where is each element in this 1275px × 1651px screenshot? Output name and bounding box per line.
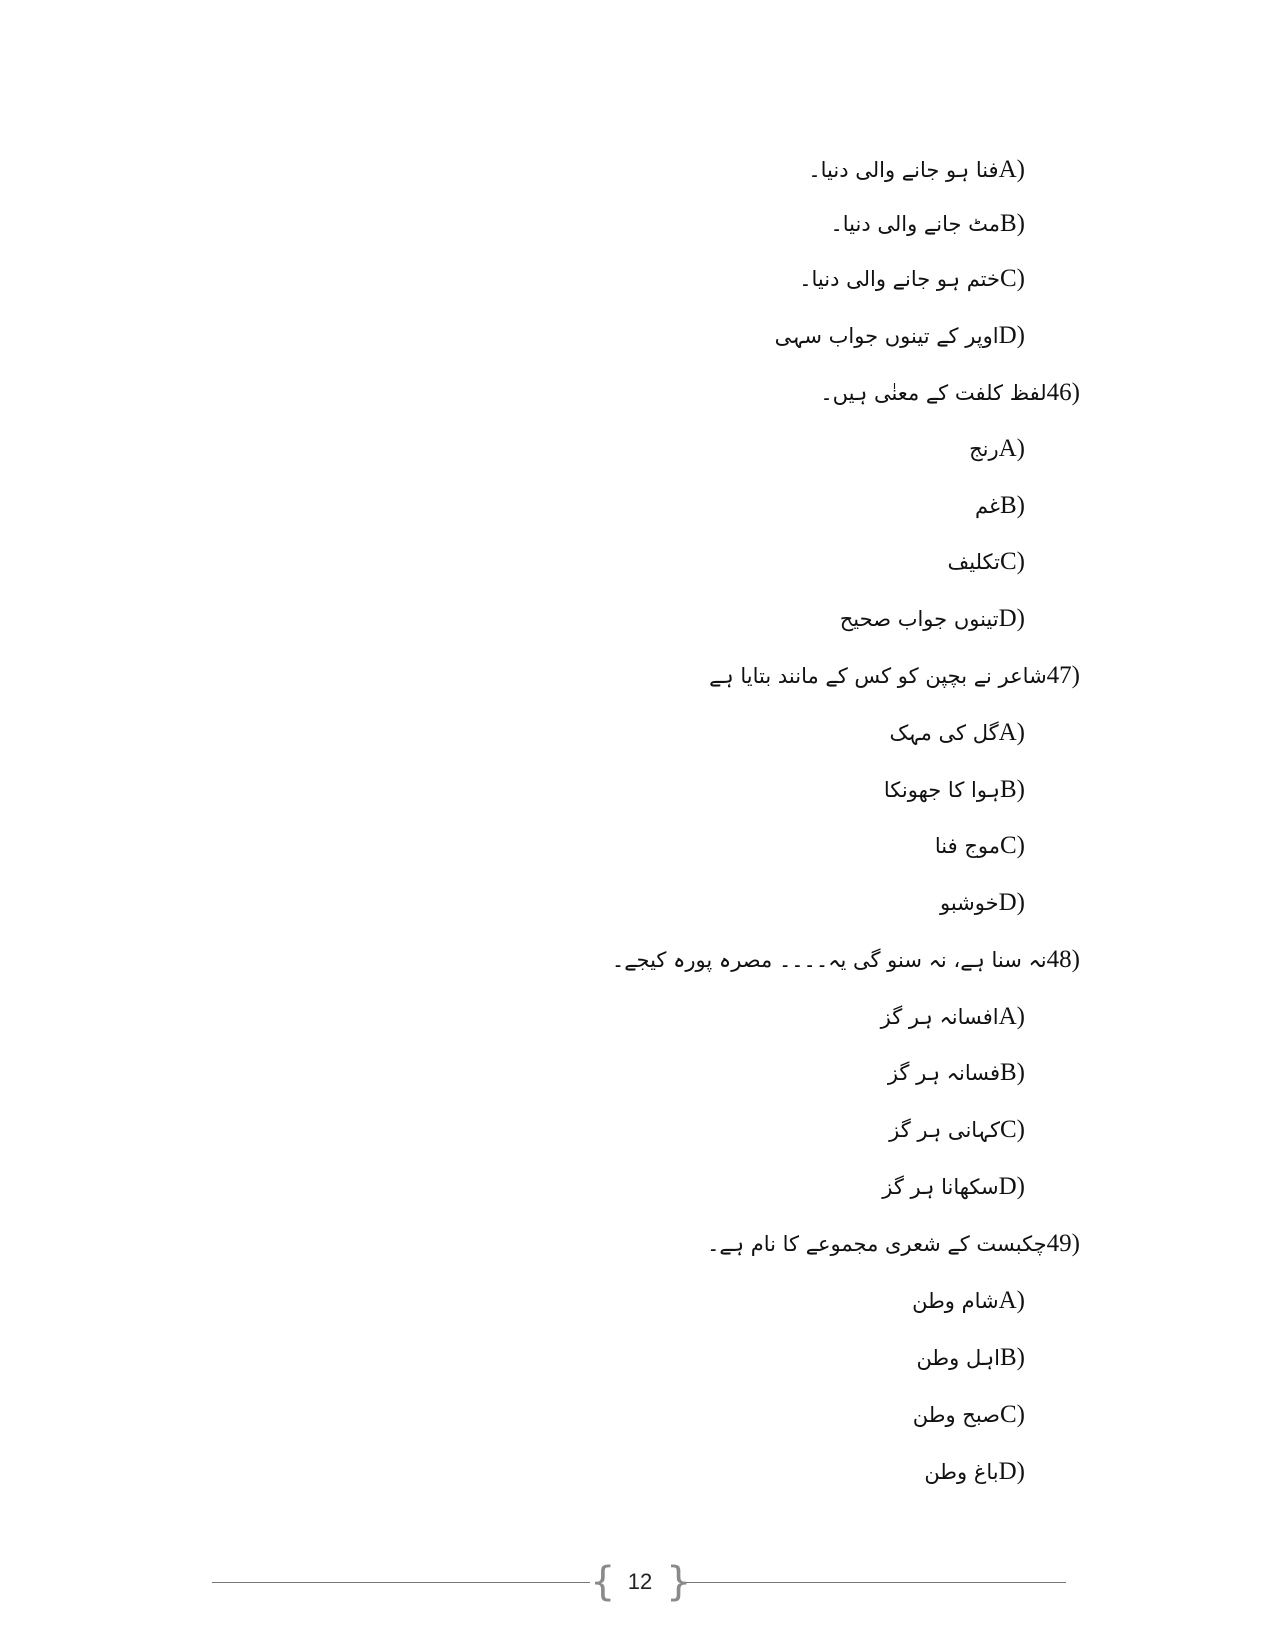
- option-letter: A): [998, 1287, 1025, 1314]
- option-line: [948, 546, 1025, 578]
- option-text: باغ وطن: [924, 1460, 999, 1484]
- option-line: [940, 887, 1025, 919]
- left-brace-icon: {: [590, 1559, 616, 1605]
- option-letter: C): [1000, 1116, 1025, 1143]
- option-letter: A): [998, 435, 1025, 462]
- option-letter: B): [1000, 776, 1025, 803]
- option-letter: B): [1000, 492, 1025, 519]
- option-text: ختم ہو جانے والی دنیا۔: [799, 267, 1000, 291]
- option-line: [975, 490, 1025, 522]
- option-letter: D): [998, 322, 1025, 349]
- right-brace-icon: }: [666, 1559, 692, 1605]
- question-text: چکبست کے شعری مجموعے کا نام ہے۔: [707, 1232, 1047, 1256]
- option-line: [830, 208, 1025, 240]
- option-text: گل کی مہک: [889, 721, 999, 745]
- option-text: اہل وطن: [916, 1346, 1000, 1370]
- option-text: غم: [975, 494, 1000, 518]
- option-letter: A): [998, 1003, 1025, 1030]
- question-number: 46): [1046, 379, 1080, 406]
- option-letter: A): [998, 156, 1025, 183]
- question-line: [707, 1228, 1080, 1260]
- option-line: [935, 830, 1025, 862]
- option-line: [913, 1399, 1025, 1431]
- option-text: افسانہ ہر گز: [880, 1005, 999, 1029]
- option-text: صبح وطن: [912, 1403, 1000, 1427]
- option-letter: B): [1000, 1344, 1025, 1371]
- option-text: فنا ہو جانے والی دنیا۔: [808, 158, 999, 182]
- option-text: کہانی ہر گز: [889, 1118, 1000, 1142]
- option-letter: D): [998, 605, 1025, 632]
- option-line: [775, 320, 1025, 352]
- option-text: خوشبو: [939, 891, 999, 915]
- option-line: [881, 1001, 1025, 1033]
- option-letter: B): [1000, 210, 1025, 237]
- question-line: [820, 377, 1080, 409]
- option-line: [888, 1057, 1025, 1089]
- option-letter: D): [998, 1458, 1025, 1485]
- question-line: [612, 944, 1080, 976]
- question-text: نہ سنا ہے، نہ سنو گی یہ۔۔۔۔ مصرہ پورہ کیجے۔: [611, 948, 1047, 972]
- option-letter: C): [1000, 548, 1025, 575]
- option-text: تینوں جواب صحیح: [839, 607, 999, 631]
- option-line: [916, 1342, 1025, 1374]
- option-letter: D): [998, 1173, 1025, 1200]
- option-line: [882, 1171, 1025, 1203]
- option-text: تکلیف: [947, 550, 1000, 574]
- option-letter: D): [998, 889, 1025, 916]
- option-line: [890, 717, 1026, 749]
- option-text: سکھانا ہر گز: [882, 1175, 999, 1199]
- option-letter: C): [1000, 265, 1025, 292]
- question-number: 47): [1046, 662, 1080, 689]
- option-line: [969, 433, 1025, 465]
- option-line: [840, 603, 1025, 635]
- option-line: [912, 1285, 1025, 1317]
- option-line: [799, 263, 1025, 295]
- question-number: 49): [1046, 1230, 1080, 1257]
- option-line: [884, 774, 1025, 806]
- option-text: رنج: [969, 437, 999, 461]
- option-letter: C): [1000, 832, 1025, 859]
- option-text: اوپر کے تینوں جواب سہی: [774, 324, 999, 348]
- footer-rule-right: [686, 1582, 1066, 1583]
- option-letter: A): [998, 719, 1025, 746]
- footer-rule-left: [212, 1582, 590, 1583]
- option-text: مٹ جانے والی دنیا۔: [830, 212, 1000, 236]
- option-letter: B): [1000, 1059, 1025, 1086]
- option-line: [924, 1456, 1025, 1488]
- question-text: شاعر نے بچپن کو کس کے مانند بتایا ہے: [709, 664, 1047, 688]
- option-letter: C): [1000, 1401, 1025, 1428]
- option-text: فسانہ ہر گز: [887, 1061, 1000, 1085]
- question-number: 48): [1046, 946, 1080, 973]
- option-text: ہوا کا جھونکا: [883, 778, 1000, 802]
- option-text: موج فنا: [934, 834, 1000, 858]
- option-line: [889, 1114, 1025, 1146]
- option-line: [808, 154, 1025, 186]
- question-text: لفظ کلفت کے معنٰی ہیں۔: [820, 381, 1047, 405]
- option-text: شام وطن: [912, 1289, 999, 1313]
- question-line: [709, 660, 1080, 692]
- page-number: 12: [627, 1569, 653, 1594]
